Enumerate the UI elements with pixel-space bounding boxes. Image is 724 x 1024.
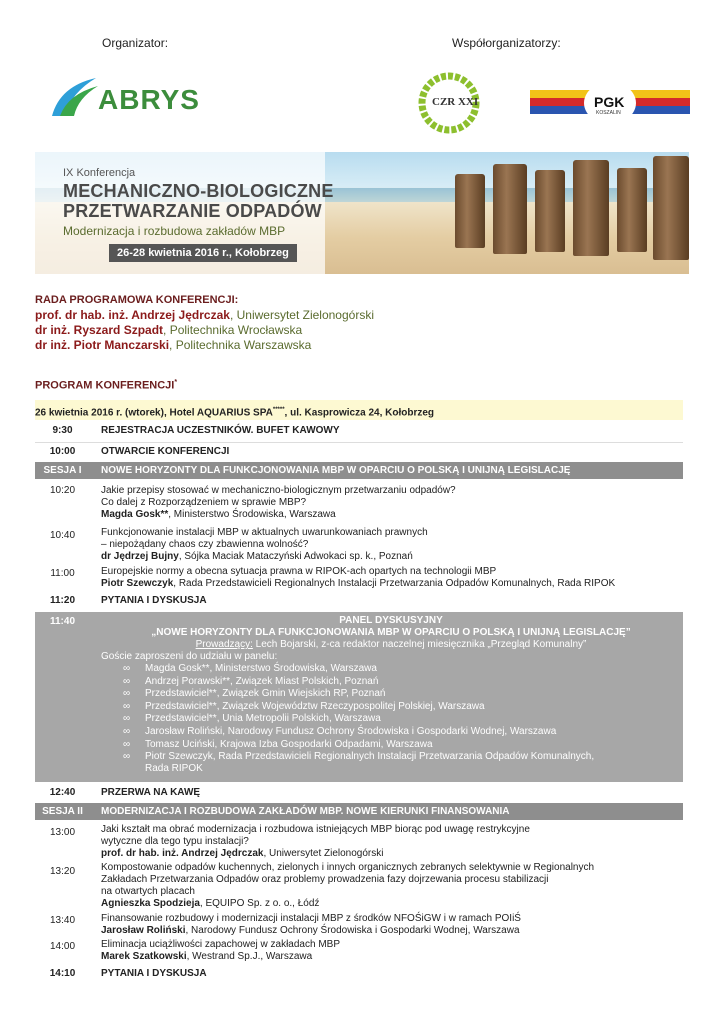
program-row xyxy=(35,566,683,592)
speaker-affiliation: , Sójka Maciak Mataczyński Adwokaci sp. k., Poznań xyxy=(178,551,413,562)
council-heading: RADA PROGRAMOWA KONFERENCJI: xyxy=(35,294,239,306)
banner-edition: IX Konferencja xyxy=(63,167,136,179)
list-item: ∞ Piotr Szewczyk, Rada Przedstawicieli Regionalnych Instalacji Przetwarzania Odpadów Komunalnych, xyxy=(101,751,681,764)
program-row xyxy=(35,862,683,912)
row-time: 11:20 xyxy=(49,595,76,606)
program-row xyxy=(35,824,683,862)
talk-title: na otwartych placach xyxy=(101,886,195,897)
program-row xyxy=(35,595,683,609)
talk-title: Eliminacja uciążliwości zapachowej w zakładach MBP xyxy=(101,939,340,950)
row-time: 13:40 xyxy=(49,915,76,926)
session-title: MODERNIZACJA I ROZBUDOWA ZAKŁADÓW MBP. NOWE KIERUNKI FINANSOWANIA xyxy=(101,806,510,817)
council-member-name: prof. dr hab. inż. Andrzej Jędrczak xyxy=(35,308,230,322)
list-item: ∞ Tomasz Uciński, Krajowa Izba Gospodarki Odpadami, Warszawa xyxy=(101,739,681,752)
day-line-text: 26 kwietnia 2016 r. (wtorek), Hotel AQUARIUS SPA xyxy=(35,407,273,419)
day-line-footnote-mark: ***** xyxy=(272,407,285,413)
program-row xyxy=(35,968,683,982)
list-item: ∞ Andrzej Porawski**, Związek Miast Polskich, Poznań xyxy=(101,676,681,689)
speaker-name: Agnieszka Spodzieja xyxy=(101,898,200,909)
list-item: Rada RIPOK xyxy=(145,762,203,774)
row-time: 10:40 xyxy=(49,530,76,541)
coorganizers-label: Współorganizatorzy: xyxy=(452,36,561,50)
row-title: OTWARCIE KONFERENCJI xyxy=(101,446,230,457)
row-time: 9:30 xyxy=(52,425,73,436)
council-member xyxy=(35,338,311,352)
program-row xyxy=(35,913,683,939)
speaker xyxy=(101,848,681,860)
pgk-logo-subtext: KOSZALIN xyxy=(596,110,621,116)
talk-title: – niepożądany chaos czy zbawienna wolność? xyxy=(101,539,309,550)
speaker-affiliation: , Narodowy Fundusz Ochrony Środowiska i Gospodarki Wodnej, Warszawa xyxy=(185,925,520,936)
panel-host-label: Prowadzący: xyxy=(195,639,253,650)
panel-host-name: Lech Bojarski, z-ca redaktor naczelnej miesięcznika „Przegląd Komunalny” xyxy=(252,639,587,650)
czr-logo xyxy=(418,72,480,134)
panel-guests-label: Goście zaproszeni do udziału w panelu: xyxy=(101,651,278,662)
banner-title-line2: PRZETWARZANIE ODPADÓW xyxy=(63,201,322,221)
panel-discussion xyxy=(35,612,683,782)
talk-title: Zakładach Przetwarzania Odpadów oraz problemy prowadzenia fazy dojrzewania procesu stabilizacji xyxy=(101,874,549,885)
speaker-affiliation: , Ministerstwo Środowiska, Warszawa xyxy=(168,509,336,520)
row-time: 10:20 xyxy=(49,485,76,496)
talk-title: Jakie przepisy stosować w mechaniczno-biologicznym przetwarzaniu odpadów? xyxy=(101,485,456,496)
speaker xyxy=(101,509,681,521)
speaker-affiliation: , Rada Przedstawicieli Regionalnych Instalacji Przetwarzania Odpadów Komunalnych, Rada RIPOK xyxy=(173,578,616,589)
row-title: PRZERWA NA KAWĘ xyxy=(101,787,201,798)
council-member-affiliation: , Politechnika Wrocławska xyxy=(163,323,303,337)
row-time: 10:00 xyxy=(49,446,76,457)
session-header xyxy=(35,803,683,820)
program-heading-text: PROGRAM KONFERENCJI xyxy=(35,379,175,392)
program-row xyxy=(35,939,683,965)
abrys-logo xyxy=(50,76,215,120)
council-member-name: dr inż. Piotr Manczarski xyxy=(35,338,170,352)
row-time: 12:40 xyxy=(49,787,76,798)
speaker-name: Magda Gosk** xyxy=(101,509,169,520)
abrys-logo-text: ABRYS xyxy=(98,84,200,115)
list-item: ∞ Przedstawiciel**, Związek Gmin Wiejskich RP, Poznań xyxy=(101,688,681,701)
speaker-name: dr Jędrzej Bujny xyxy=(101,551,179,562)
row-time: 13:00 xyxy=(49,827,76,838)
talk-title: Kompostowanie odpadów kuchennych, zielonych i innych organicznych zebranych selektywnie w Regionalnych xyxy=(101,862,595,873)
program-row xyxy=(35,787,683,801)
row-title: PYTANIA I DYSKUSJA xyxy=(101,968,207,979)
row-time: 14:10 xyxy=(49,968,76,979)
program-heading xyxy=(35,379,177,392)
row-time: 11:40 xyxy=(49,616,76,627)
speaker-affiliation: , EQUIPO Sp. z o. o., Łódź xyxy=(199,898,320,909)
row-title: PYTANIA I DYSKUSJA xyxy=(101,595,207,606)
council-member-name: dr inż. Ryszard Szpadt xyxy=(35,323,164,337)
conference-banner xyxy=(35,152,689,274)
speaker xyxy=(101,925,681,937)
program-row xyxy=(35,425,683,439)
row-time: 11:00 xyxy=(50,568,75,579)
session-label: SESJA II xyxy=(42,806,83,817)
speaker xyxy=(101,898,681,910)
speaker-name: Jarosław Roliński xyxy=(101,925,186,936)
talk-title: Co dalej z Rozporządzeniem w sprawie MBP? xyxy=(101,497,307,508)
banner-subtitle: Modernizacja i rozbudowa zakładów MBP xyxy=(63,224,286,238)
program-heading-footnote-mark: * xyxy=(174,379,178,386)
talk-title: Funkcjonowanie instalacji MBP w aktualnych uwarunkowaniach prawnych xyxy=(101,527,428,538)
speaker xyxy=(101,551,681,563)
pgk-logo xyxy=(530,82,690,124)
panel-title: PANEL DYSKUSYJNY xyxy=(339,615,443,626)
row-title: REJESTRACJA UCZESTNIKÓW. BUFET KAWOWY xyxy=(101,425,340,436)
pgk-logo-text: PGK xyxy=(594,94,625,110)
session-header xyxy=(35,462,683,479)
list-item: ∞ Przedstawiciel**, Unia Metropolii Polskich, Warszawa xyxy=(101,713,681,726)
panel-topic: „NOWE HORYZONTY DLA FUNKCJONOWANIA MBP W OPARCIU O POLSKĄ I UNIJNĄ LEGISLACJĘ” xyxy=(151,627,631,638)
speaker xyxy=(101,578,681,590)
day-line-address: , ul. Kasprowicza 24, Kołobrzeg xyxy=(284,407,435,419)
banner-date: 26-28 kwietnia 2016 r., Kołobrzeg xyxy=(109,244,297,262)
council-member xyxy=(35,308,374,322)
talk-title: Jaki kształt ma obrać modernizacja i rozbudowa istniejących MBP biorąc pod uwagę restrykcyjne xyxy=(101,824,530,835)
list-item: ∞ Jarosław Roliński, Narodowy Fundusz Ochrony Środowiska i Gospodarki Wodnej, Warszawa xyxy=(101,726,681,739)
talk-title: Europejskie normy a obecna sytuacja prawna w RIPOK-ach opartych na technologii MBP xyxy=(101,566,497,577)
speaker-name: prof. dr hab. inż. Andrzej Jędrczak xyxy=(101,848,264,859)
speaker-name: Marek Szatkowski xyxy=(101,951,187,962)
day-line xyxy=(35,400,683,420)
abrys-swoosh-icon xyxy=(50,76,100,118)
council-member xyxy=(35,323,302,337)
council-member-affiliation: , Uniwersytet Zielonogórski xyxy=(229,308,374,322)
banner-title-line1: MECHANICZNO-BIOLOGICZNE xyxy=(63,181,334,201)
speaker-affiliation: , Westrand Sp.J., Warszawa xyxy=(186,951,313,962)
row-time: 14:00 xyxy=(49,941,76,952)
program-row xyxy=(35,527,683,565)
talk-title: wytyczne dla tego typu instalacji? xyxy=(101,836,249,847)
speaker-name: Piotr Szewczyk xyxy=(101,578,174,589)
czr-logo-text: CZR XXI xyxy=(432,96,479,108)
list-item: ∞ Przedstawiciel**, Związek Województw Rzeczypospolitej Polskiej, Warszawa xyxy=(101,701,681,714)
talk-title: Finansowanie rozbudowy i modernizacji instalacji MBP z środków NFOŚiGW i w ramach POIiŚ xyxy=(101,913,521,924)
panel-guest-list xyxy=(101,663,681,775)
organizer-label: Organizator: xyxy=(102,36,169,50)
session-title: NOWE HORYZONTY DLA FUNKCJONOWANIA MBP W OPARCIU O POLSKĄ I UNIJNĄ LEGISLACJĘ xyxy=(101,465,571,476)
panel-host xyxy=(101,639,681,651)
council-member-affiliation: , Politechnika Warszawska xyxy=(169,338,312,352)
session-label: SESJA I xyxy=(43,465,82,476)
speaker-affiliation: , Uniwersytet Zielonogórski xyxy=(263,848,384,859)
speaker xyxy=(101,951,681,963)
list-item: ∞ Magda Gosk**, Ministerstwo Środowiska, Warszawa xyxy=(101,663,681,676)
program-row xyxy=(35,485,683,525)
program-row xyxy=(35,446,683,460)
row-time: 13:20 xyxy=(49,866,76,877)
